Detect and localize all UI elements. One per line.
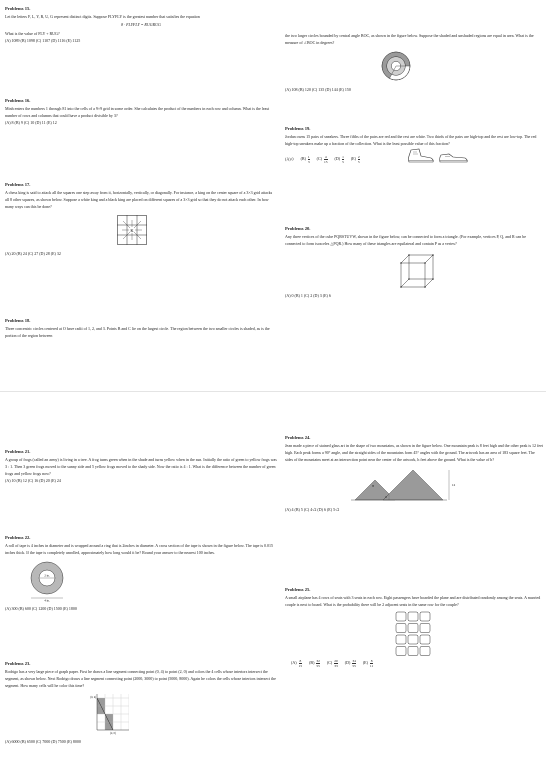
problem-19-choice-1: [316, 154, 329, 164]
graph-point-start-label: (0, 4): [90, 695, 96, 699]
problem-17-choices: (A) 20 (B) 24 (C) 27 (D) 28 (E) 32: [5, 250, 61, 256]
problem-15-title: Problems 15.: [5, 6, 31, 11]
problem-18: [5, 318, 277, 339]
peak-12-label: 12: [452, 482, 456, 487]
graph-paper-figure: [89, 692, 277, 736]
problem-25-choice-1: [309, 658, 321, 668]
problem-18-choices: (A) 108 (B) 120 (C) 135 (D) 144 (E) 150: [285, 87, 351, 92]
problem-21: [5, 449, 277, 484]
problem-25-choice-2: [326, 658, 339, 668]
problem-19-choice-0: [300, 154, 311, 164]
fraction-denominator: 33: [334, 663, 338, 668]
fraction-denominator: 3: [307, 159, 310, 164]
page-bottom: [0, 391, 546, 783]
problem-25-fraction: [370, 659, 373, 668]
problem-24-choices: (A) 4 (B) 5 (C) 4√2 (D) 6 (E) 5√2: [285, 506, 340, 512]
problem-22-choices: (A) 300 (B) 600 (C) 1200 (D) 1500 (E) 1800: [5, 605, 77, 611]
problem-19-choices: [285, 155, 361, 164]
problem-25-choice-label: (D): [344, 659, 352, 665]
high-top-sneaker-icon: [409, 149, 434, 162]
problem-25-fraction: [316, 659, 320, 668]
problem-18-continued: [285, 32, 543, 93]
graph-paper-svg: [89, 692, 129, 736]
seats-svg: [395, 611, 431, 657]
problem-18-continued-text: the two larger circles bounded by central angle BOC, as shown in the figure below. Suppose the shaded and unshaded regions are equal in area. What is the measure of ∠BOC in degrees?: [285, 33, 534, 45]
tape-roll-figure: [27, 560, 277, 602]
problem-19-choice-label: (D): [334, 155, 342, 161]
problem-16-text: Minh enters the numbers 1 through 81 into the cells of a 9×9 grid in some order. She calculates the product of the numbers in each row and column. What is the least number of rows and columns that could have a product divisible by 3?: [5, 105, 270, 118]
height-h-label: h: [385, 494, 387, 499]
inner-diameter-label: 2 in.: [44, 573, 50, 577]
seats-figure: [395, 611, 543, 657]
problem-22: [5, 535, 277, 612]
low-top-sneaker-icon: [440, 154, 468, 162]
problem-19-title: Problems 19.: [285, 126, 311, 131]
problem-25-title: Problems 25.: [285, 587, 311, 592]
problem-19-text: Jordan owns 15 pairs of sneakers. Three fifths of the pairs are red and the rest are white. Two thirds of the pairs are high-top and the rest are low-top. The red high-top sneakers make up a fraction of the collection. What is the least possible value of this fraction?: [285, 133, 537, 146]
problem-19-fraction-choices: [295, 154, 361, 164]
bottom-right-column: [285, 391, 543, 783]
fraction-numerator: 8: [370, 658, 373, 663]
problem-25-fraction: [299, 659, 303, 668]
problem-24-title: Problems 24.: [285, 435, 311, 440]
problem-23-choices: (A) 6000 (B) 6500 (C) 7000 (D) 7500 (E) 8000: [5, 738, 81, 744]
concentric-circles-svg: [381, 51, 411, 81]
problem-16-title: Problems 16.: [5, 98, 31, 103]
problem-15-question: What is the value of FLY + RUG?: [5, 30, 60, 36]
problem-19-choice-a: (A) 0: [285, 155, 294, 161]
problem-16: [5, 98, 277, 126]
peak-8-label: 8: [372, 483, 374, 488]
problem-20-choices: (A) 0 (B) 1 (C) 2 (D) 3 (E) 6: [285, 292, 331, 298]
fraction-denominator: 15: [298, 663, 303, 668]
problem-25-choice-label: (A): [291, 659, 298, 665]
problem-17-title: Problems 17.: [5, 182, 31, 187]
problem-21-title: Problems 21.: [5, 449, 31, 454]
cube-figure: [397, 251, 543, 289]
problem-25-fraction: [352, 659, 356, 668]
problem-15-text: Let the letters F, L, Y, R, U, G represent distinct digits. Suppose FLYFLY is the greatest number that satisfies the equation: [5, 13, 200, 19]
cube-svg: [397, 251, 437, 289]
top-left-column: [5, 0, 277, 392]
problem-19-fraction: [308, 155, 310, 164]
problem-23-title: Problems 23.: [5, 661, 31, 666]
problem-25-choice-label: (B): [309, 659, 316, 665]
problem-25-choices: [285, 659, 543, 668]
fraction-numerator: 8: [299, 658, 302, 663]
problem-24-text: Jean made a piece of stained glass art in the shape of two mountains, as shown in the figure below. One mountain peak is 8 feet high and the other peak is 12 feet high. Each peak forms a 90° angle, and the straight sides of the mountains form 45° angles with the ground. The artwork has an area of 183 square feet. The sides of the mountains meet at an intersection point near the center of the artwork, h feet above the ground. What is the value of h?: [285, 442, 543, 462]
mountains-figure: [349, 466, 543, 504]
problem-22-text: A roll of tape is 4 inches in diameter and is wrapped around a ring that is 2inches in diameter. A cross section of the tape is shown in the figure below. The tape is 0.015 inches thick. If the tape is completely unrolled, approximately how long would it be? Round your answer to the nearest 100 inches.: [5, 542, 274, 555]
top-right-column: [285, 0, 543, 392]
concentric-circles-figure: [381, 51, 543, 81]
problem-23-text: Rodrigo has a very large piece of graph paper. First he draws a line segment connecting point (0, 4) to point (2, 0) and colors the 4 cells whose interiors intersect the segment, as shown below. Next Rodrigo draws a line segment connecting point (2000, 3000) to point (5000, 8000). Again he colors the cells whose interiors intersect the segment. How many cells will he color this time?: [5, 668, 276, 688]
problem-19-row: [285, 147, 543, 169]
problem-19-choice-2: [334, 154, 345, 164]
problem-25-fraction: [334, 659, 338, 668]
problem-25-choice-4: [362, 658, 374, 668]
problem-19-fraction: [358, 155, 360, 164]
problem-17-text: A chess king is said to attack all the squares one step away from it, horizontally, vertically, or diagonally. For instance, a king on the center square of a 3×3 grid attacks all 8 other squares, as shown below. Suppose a white king and a black king are placed on different squares of a 3×3 grid so that they do not attack each other. In how many ways can this be done?: [5, 189, 273, 209]
fraction-numerator: 2: [357, 154, 360, 159]
problem-19-choice-3: [350, 154, 361, 164]
bottom-left-column: [5, 391, 277, 783]
problem-25-choice-label: (C): [326, 659, 334, 665]
tape-roll-svg: [27, 560, 67, 602]
problem-25-choice-0: [291, 658, 303, 668]
problem-25: [285, 587, 543, 668]
problem-22-title: Problems 22.: [5, 535, 31, 540]
king-label: K: [130, 227, 134, 233]
problem-19-choice-label: (B): [300, 155, 307, 161]
fraction-numerator: 34: [352, 658, 356, 663]
fraction-numerator: 4: [324, 154, 327, 159]
king-grid-svg: [117, 215, 147, 245]
problem-19-fraction: [342, 155, 344, 164]
problem-15: [5, 6, 277, 44]
problem-19-choice-label: (E): [350, 155, 357, 161]
fraction-denominator: 5: [342, 159, 344, 164]
problem-24: [285, 435, 543, 513]
problem-25-choice-label: (E): [362, 659, 369, 665]
problem-15-choices: (A) 1089 (B) 1098 (C) 1107 (D) 1116 (E) 1125: [5, 37, 81, 43]
problem-20-title: Problems 20.: [285, 226, 311, 231]
problem-15-equation: 8 · FLYFLY = RUGRUG: [121, 21, 161, 27]
outer-diameter-label: 4 in.: [44, 598, 50, 602]
fraction-denominator: 15: [324, 159, 328, 164]
problem-18-text: Three concentric circles centered at O have radii of 1, 2, and 3. Points B and C lie on the largest circle. The region between the two smaller circles is shaded, as is the portion of the region between: [5, 325, 270, 338]
problem-21-choices: (A) 10 (B) 12 (C) 16 (D) 20 (E) 24: [5, 477, 61, 483]
fraction-denominator: 5: [357, 159, 360, 164]
fraction-denominator: 55: [352, 663, 356, 668]
graph-point-end-label: (2, 0): [110, 731, 116, 735]
mountains-svg: [349, 466, 465, 504]
fraction-numerator: 1: [342, 154, 344, 159]
problem-21-text: A group of frogs (called an army) is living in a tree. A frog turns green when in the shade and turns yellow when in the sun. Initially the ratio of green to yellow frogs was 3 : 1. Then 3 green frogs moved to the sunny side and 5 yellow frogs moved to the shady side. Now the ratio is 4 : 1. What is the difference between the number of green frogs and yellow frogs now?: [5, 456, 277, 476]
problem-17: [5, 182, 277, 257]
fraction-numerator: 32: [316, 658, 320, 663]
problem-19: [285, 126, 543, 169]
problem-20: [285, 226, 543, 299]
fraction-numerator: 1: [307, 154, 310, 159]
sneakers-figure: [405, 147, 471, 165]
problem-20-text: Any three vertices of the cube PQRSTUVW, shown in the figure below, can be connected to form a triangle. (For example, vertices P, Q, and R can be connected to form isosceles △PQR.) How many of these triangles are equilateral and contain P as a vertex?: [285, 233, 526, 246]
problem-23: [5, 661, 277, 745]
fraction-numerator: 20: [334, 658, 338, 663]
fraction-denominator: 11: [369, 663, 374, 668]
problem-19-choice-label: (C): [316, 155, 323, 161]
problem-19-fraction: [324, 155, 328, 164]
problem-18-title: Problems 18.: [5, 318, 31, 323]
problem-16-choices: (A) 8 (B) 9 (C) 10 (D) 11 (E) 12: [5, 119, 57, 125]
problem-25-choice-3: [344, 658, 357, 668]
problem-25-text: A small airplane has 4 rows of seats with 3 seats in each row. Eight passengers have boarded the plane and are distributed randomly among the seats. A married couple is next to board. What is the probability there will be 2 adjacent seats in the same row for the couple?: [285, 594, 541, 607]
king-grid-figure: [117, 215, 277, 245]
fraction-denominator: 55: [316, 663, 320, 668]
